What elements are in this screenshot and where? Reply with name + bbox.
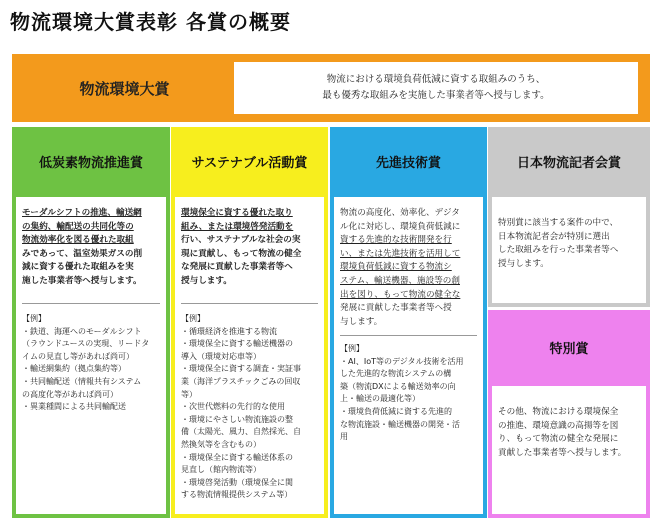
grand-prize-band (12, 54, 650, 122)
description-line: 物流効率化を図る優れた取組 (22, 235, 134, 246)
journalists-award-label: 日本物流記者会賞 (516, 155, 621, 171)
example-line: の高度化等があれば尚可） (22, 389, 118, 399)
sustainable-award-panel (171, 127, 328, 518)
example-line: ・環境負荷低減に資する先進的 (340, 406, 452, 416)
divider (22, 303, 160, 304)
special-award-panel (488, 310, 650, 518)
description-line: 特別賞に該当する案件の中で、 (498, 218, 619, 228)
grand-prize-description (234, 62, 638, 114)
journalists-award-body (492, 197, 646, 303)
advanced-tech-award-examples (340, 343, 477, 444)
grand-prize-desc-line2: 最も優秀な取組みを実施した事業者等へ授与します。 (322, 90, 550, 101)
low-carbon-award-panel (12, 127, 170, 518)
divider (340, 335, 477, 336)
description-line: 減に資する優れた取組みを実 (22, 262, 134, 273)
low-carbon-award-description (22, 207, 160, 289)
description-line: 資する先進的な技術開発を行 (340, 235, 452, 246)
description-line: モーダルシフトの推進、輸送網 (22, 208, 142, 218)
description-line: 授与します。 (181, 275, 232, 286)
example-line: ・環境保全に資する調査・実証事 (181, 364, 301, 374)
examples-header: 【例】 (340, 344, 364, 353)
example-line: 上・輸送の最適化等） (340, 394, 420, 404)
grand-prize-label: 物流環境大賞 (79, 79, 170, 98)
advanced-tech-award-panel (330, 127, 487, 518)
description-line: の推進、環境意識の高揚等を図 (498, 420, 619, 431)
example-line: ・共同輸配送（情報共有システム (22, 376, 142, 386)
low-carbon-award-body (16, 197, 166, 514)
example-line: ・異業種間による共同輸配送 (22, 402, 126, 412)
description-line: 授与します。 (498, 258, 549, 269)
description-line: 環境負荷低減に資する物流シ (340, 262, 452, 273)
example-line: ・循環経済を推進する物流 (181, 326, 277, 336)
special-award-description (498, 406, 640, 460)
description-line: 行い、サステナブルな社会の実 (181, 235, 301, 246)
example-line: する物流情報提供システム等） (181, 490, 293, 500)
example-line: ・AI、IoT等のデジタル技術を活用 (340, 356, 464, 366)
description-line: した取組みを行った事業者等へ (498, 245, 619, 256)
description-line: 与します。 (340, 316, 383, 327)
description-line: り、もって物流の健全な発展に (498, 434, 619, 445)
example-line: した先進的な物流システムの構 (340, 369, 452, 379)
description-line: な発展に貢献した事業者等へ (181, 262, 293, 273)
journalists-award-description (498, 217, 640, 271)
description-line: 貢献した事業者等へ授与します。 (498, 447, 627, 458)
sustainable-award-label: サステナブル活動賞 (191, 155, 308, 171)
example-line: イムの見直し等があれば尚可） (22, 351, 134, 361)
example-line: （ラウンドユースの実現、リードタ (22, 339, 150, 349)
example-line: 備（太陽光、風力、自然採光、自 (181, 427, 301, 437)
description-line: 現に貢献し、もって物流の健全 (181, 248, 302, 259)
page-title: 物流環境大賞表彰 各賞の概要 (10, 10, 291, 34)
example-line: ・環境保全に資する輸送体系の (181, 452, 293, 462)
description-line: ル化に対応し、環境負荷低減に (340, 221, 461, 232)
description-line: の集約、輸配送の共同化等の (22, 221, 134, 232)
example-line: ・輸送網集約（拠点集約等） (22, 364, 126, 374)
grand-prize-desc-line1: 物流における環境負荷低減に資する取組みのうち、 (326, 74, 546, 85)
example-line: ・環境啓発活動（環境保全に関 (181, 477, 293, 487)
special-award-label: 特別賞 (549, 341, 589, 357)
advanced-tech-award-label: 先進技術賞 (375, 155, 441, 171)
example-line: ・環境にやさしい物流施設の整 (181, 414, 293, 424)
example-line: ・次世代燃料の先行的な使用 (181, 402, 285, 412)
description-line: 施した事業者等へ授与します。 (22, 275, 142, 286)
description-line: 出を図り、もって物流の健全な (340, 289, 461, 300)
advanced-tech-award-description (340, 207, 477, 329)
description-line: その他、物流における環境保全 (498, 407, 619, 417)
low-carbon-award-examples (22, 313, 160, 414)
sustainable-award-examples (181, 313, 318, 502)
description-line: みであって、温室効果ガスの削 (22, 248, 143, 259)
special-award-body (492, 386, 646, 514)
journalists-award-panel (488, 127, 650, 307)
example-line: 築（物流DXによる輸送効率の向 (340, 381, 456, 391)
example-line: 見直し（館内物流等） (181, 465, 261, 475)
example-line: ・環境保全に資する輸送機器の (181, 339, 293, 349)
example-line: な物流施設・輸送機器の開発・活 (340, 419, 460, 429)
advanced-tech-award-body (334, 197, 483, 514)
example-line: 用 (340, 432, 348, 442)
description-line: 日本物流記者会が特別に選出 (498, 231, 610, 242)
description-line: 発展に貢献した事業者等へ授 (340, 303, 452, 314)
description-line: 環境保全に資する優れた取り (181, 208, 293, 218)
example-line: 然換気等を含むもの） (181, 439, 261, 449)
example-line: 等） (181, 389, 197, 399)
description-line: 物流の高度化、効率化、デジタ (340, 208, 460, 218)
sustainable-award-body (175, 197, 324, 514)
low-carbon-award-label: 低炭素物流推進賞 (38, 155, 143, 171)
example-line: 導入（環境対応車等） (181, 351, 261, 361)
divider (181, 303, 318, 304)
example-line: 業（海洋プラスチックごみの回収 (181, 376, 301, 386)
description-line: 組み、または環境啓発活動を (181, 221, 294, 232)
description-line: ステム、輸送機器、施設等の創 (340, 275, 460, 286)
examples-header: 【例】 (22, 314, 46, 323)
sustainable-award-description (181, 207, 318, 289)
example-line: ・鉄道、海運へのモーダルシフト (22, 326, 142, 336)
examples-header: 【例】 (181, 314, 205, 323)
description-line: い、または先進技術を活用して (340, 248, 461, 259)
